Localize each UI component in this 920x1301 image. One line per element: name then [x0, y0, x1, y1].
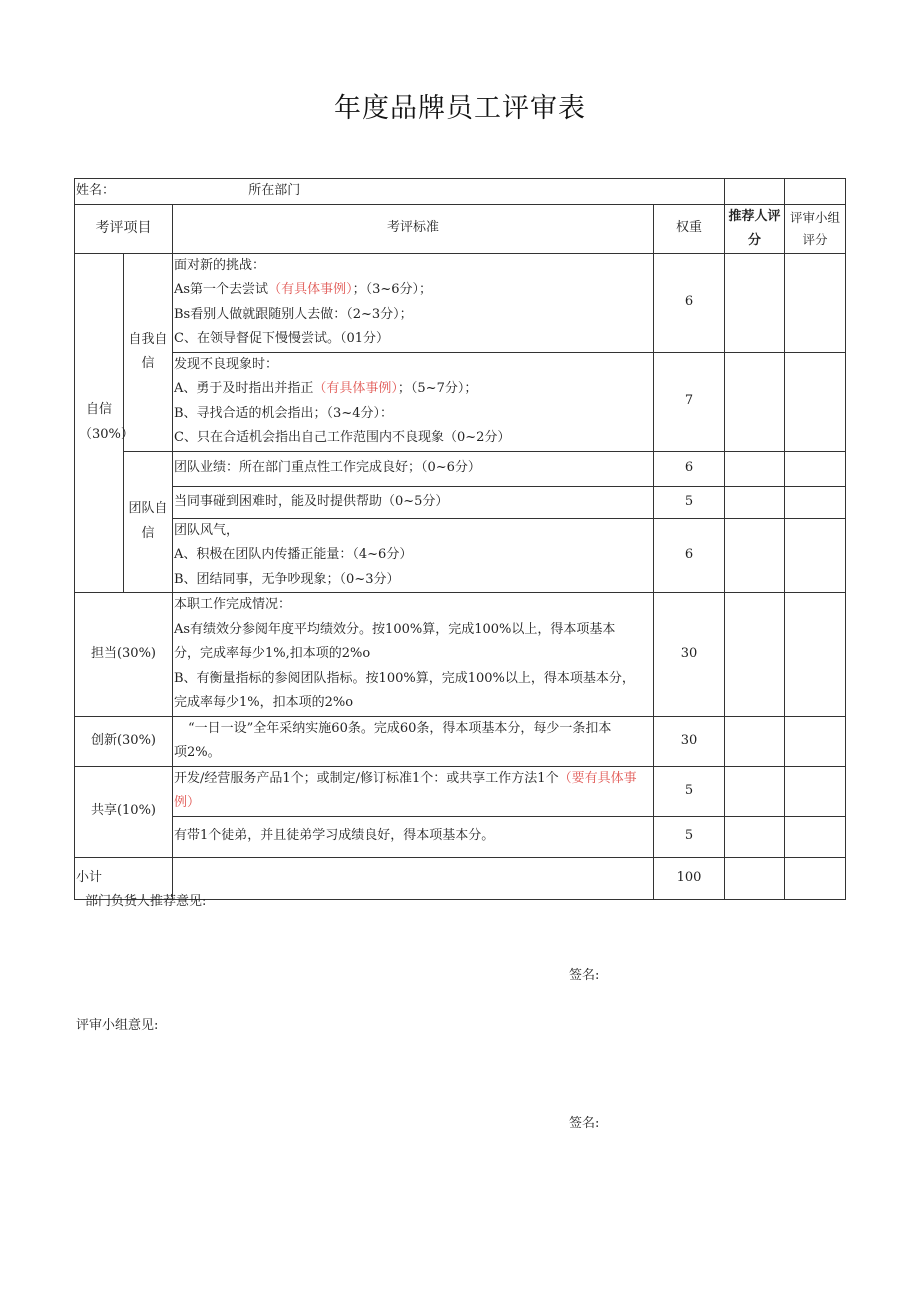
recommender-score-cell[interactable] [725, 253, 785, 352]
weight-cell: 6 [654, 518, 725, 593]
info-cell [75, 179, 725, 205]
col-criteria-header: 考评标准 [173, 204, 654, 253]
committee-score-cell[interactable] [785, 766, 846, 816]
committee-score-cell[interactable] [785, 816, 846, 857]
subtotal-label: 小计 [75, 857, 173, 899]
recommender-score-cell[interactable] [725, 766, 785, 816]
col-recommender-header: 推荐人评分 [725, 204, 785, 253]
subcategory-team-trust: 团队自信 [124, 451, 173, 593]
weight-cell: 30 [654, 593, 725, 717]
weight-cell: 30 [654, 716, 725, 766]
name-label: 姓名： [76, 183, 116, 198]
weight-cell: 5 [654, 766, 725, 816]
col-item-header: 考评项目 [75, 204, 173, 253]
committee-score-cell[interactable] [785, 352, 846, 451]
criteria-cell: 团队风气， A、积极在团队内传播正能量：（4~6分） B、团结同事，无争吵现象；（0~3分） [173, 518, 654, 593]
committee-score-cell[interactable] [785, 593, 846, 717]
committee-opinion-label: 评审小组意见: [76, 1018, 159, 1033]
table-row [75, 451, 846, 486]
dept-opinion-label: 部门负货人推荐意见: [85, 894, 207, 909]
info-blank-recommender [725, 179, 785, 205]
col-committee-header: 评审小组评分 [785, 204, 846, 253]
committee-score-cell[interactable] [785, 518, 846, 593]
committee-score-cell[interactable] [785, 253, 846, 352]
recommender-score-cell[interactable] [725, 816, 785, 857]
info-row [75, 179, 846, 205]
committee-score-cell[interactable] [785, 451, 846, 486]
table-row [75, 253, 846, 352]
category-responsibility: 担当(30%) [75, 593, 173, 717]
recommender-score-cell[interactable] [725, 593, 785, 717]
dept-label: 所在部门 [248, 183, 301, 198]
committee-score-cell[interactable] [785, 486, 846, 518]
committee-score-cell[interactable] [785, 716, 846, 766]
category-self-confidence: 自信（30%） [75, 253, 124, 593]
criteria-cell: “一日一设”全年采纳实施60条。完成60条，得本项基本分，每少一条扣本 项2%。 [173, 716, 654, 766]
recommender-score-cell[interactable] [725, 451, 785, 486]
table-row [75, 716, 846, 766]
column-header-row [75, 204, 846, 253]
subcategory-self-trust: 自我自信 [124, 253, 173, 451]
recommender-score-cell[interactable] [725, 486, 785, 518]
subtotal-blank [173, 857, 654, 899]
criteria-cell: 开发/经营服务产品1个；或制定/修订标准1个：或共享工作方法1个（要有具体事例） [173, 766, 654, 816]
table-row [75, 486, 846, 518]
weight-cell: 5 [654, 816, 725, 857]
evaluation-table [74, 178, 846, 900]
subtotal-weight: 100 [654, 857, 725, 899]
criteria-cell: 团队业绩：所在部门重点性工作完成良好；（0~6分） [173, 451, 654, 486]
category-sharing: 共享(10%) [75, 766, 173, 857]
page-title: 年度品牌员工评审表 [334, 93, 586, 124]
table-row [75, 352, 846, 451]
weight-cell: 6 [654, 451, 725, 486]
signature-label-2: 签名: [569, 1116, 600, 1131]
col-weight-header: 权重 [654, 204, 725, 253]
criteria-cell: 发现不良现象时： A、勇于及时指出并指正（有具体事例）；（5~7分）； B、寻找合适的机会指出；（3~4分）： C、只在合适机会指出自己工作范围内不良现象（0~2分） [173, 352, 654, 451]
recommender-score-cell[interactable] [725, 716, 785, 766]
criteria-cell: 面对新的挑战： As第一个去尝试（有具体事例）；（3~6分）； Bs看别人做就跟随别人去做：（2~3分）； C、在领导督促下慢慢尝试。（01分） [173, 253, 654, 352]
criteria-cell: 本职工作完成情况： As有绩效分参阅年度平均绩效分。按100%算，完成100%以上，得本项基本 分，完成率每少1%,扣本项的2%o B、有衡量指标的参阅团队指标。按100%算，完成100%以上，得本项基本分， 完成率每少1%，扣本项的2%o [173, 593, 654, 717]
table-row [75, 593, 846, 717]
info-blank-committee [785, 179, 846, 205]
weight-cell: 7 [654, 352, 725, 451]
committee-subtotal-cell[interactable] [785, 857, 846, 899]
weight-cell: 6 [654, 253, 725, 352]
criteria-cell: 有带1个徒弟，并且徒弟学习成绩良好，得本项基本分。 [173, 816, 654, 857]
signature-label-1: 签名: [569, 968, 600, 983]
recommender-subtotal-cell[interactable] [725, 857, 785, 899]
table-row [75, 816, 846, 857]
table-row [75, 518, 846, 593]
recommender-score-cell[interactable] [725, 518, 785, 593]
table-row [75, 766, 846, 816]
weight-cell: 5 [654, 486, 725, 518]
criteria-cell: 当同事碰到困难时，能及时提供帮助（0~5分） [173, 486, 654, 518]
category-innovation: 创新(30%) [75, 716, 173, 766]
recommender-score-cell[interactable] [725, 352, 785, 451]
